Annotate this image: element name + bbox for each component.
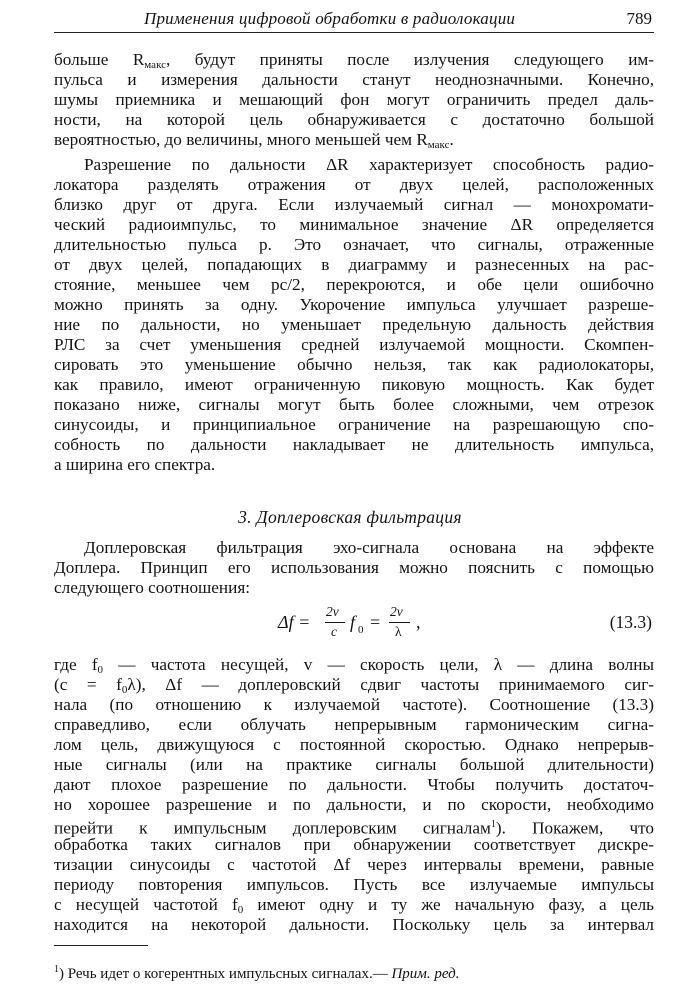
text-line: нала (по отношению к излучаемой частоте). Соотношение (13.3) [54, 695, 654, 714]
text-line: дают плохое разрешение по дальности. Чтобы получить достаточ- [54, 775, 654, 794]
text-line: тизации синусоиды с частотой Δf через интервалы времени, равные [54, 855, 654, 874]
text-line: стояние, меньшее чем pc/2, перекроются, и обе цели ошибочно [54, 275, 654, 294]
text-line: как правило, имеют ограниченную пиковую мощность. Как будет [54, 375, 654, 394]
text-line: ные сигналы (или на практике сигналы большой длительности) [54, 755, 654, 774]
text-line: перейти к импульсным доплеровским сигналам$^1$). Покажем, что [54, 818, 654, 838]
text-line: вероятностью, до величины, много меньшей чем $R_{макс}$. [54, 130, 454, 151]
equation-number: (13.3) [609, 612, 652, 632]
running-header-title: Применения цифровой обработки в радиолокации [144, 9, 516, 28]
text-line: длительностью пульса p. Это означает, что сигналы, отраженные [54, 235, 654, 254]
text-line: следующего соотношения: [54, 578, 250, 597]
text-line: Доплеровская фильтрация эхо-сигнала основана на эффекте [84, 538, 654, 557]
text-line: больше $R_{макс}$, будут приняты после излучения следующего им- [54, 50, 654, 71]
text-line: Доплера. Принцип его использования можно пояснить с помощью [54, 558, 654, 577]
running-header [54, 8, 654, 33]
text-line: но хорошее разрешение и по дальности, и по скорости, необходимо [54, 795, 654, 814]
text-line: собность по дальности накладывает не длительность импульса, [54, 435, 654, 454]
text-line: а ширина его спектра. [54, 455, 216, 474]
text-line: $(c = f_0\lambda)$, Δf — доплеровский сдвиг частоты принимаемого сиг- [54, 675, 654, 696]
text-line: синусоиды, и принципиальное ограничение на разрешающую спо- [54, 415, 654, 434]
text-line: ности, на которой цель обнаруживается с достаточно большой [54, 110, 654, 129]
footnote: $^1$) Речь идет о когерентных импульсных сигналах.— Прим. ред. [54, 964, 460, 982]
text-line: сировать это уменьшение обычно нельзя, так как радиолокаторы, [54, 355, 654, 374]
text-line: показано ниже, сигналы могут быть более сложными, чем отрезок [54, 395, 654, 414]
text-line: шумы приемника и мешающий фон могут ограничить предел даль- [54, 90, 654, 109]
text-line: ние по дальности, но уменьшает предельную дальность действия [54, 315, 654, 334]
footnote-rule [54, 945, 148, 946]
text-line: лом цель, движущуюся с постоянной скоростью. Однако непрерыв- [54, 735, 654, 754]
text-line: справедливо, если облучать непрерывным гармоническим сигна- [54, 715, 654, 734]
text-line: локатора разделять отражения от двух целей, расположенных [54, 175, 654, 194]
page-number: 789 [626, 9, 652, 28]
text-line: ческий радиоимпульс, то минимальное значение ΔR определяется [54, 215, 654, 234]
text-line: пульса и измерения дальности станут неоднозначными. Конечно, [54, 70, 654, 89]
text-line: близко друг от друга. Если излучаемый сигнал — монохромати- [54, 195, 654, 214]
text-line: периоду повторения импульсов. Пусть все излучаемые импульсы [54, 875, 654, 894]
text-line: можно принять за одну. Укорочение импульса улучшает разреше- [54, 295, 654, 314]
book-page: Применения цифровой обработки в радиолокации 789 больше $R_{макс}$, будут приняты после излучения следующего им- пульса и измерения дальности станут неоднозначными. Конечно, шумы приемника и мешающий фон могут ограничить предел даль- ности, на которой цель обнаруживается с достаточно большой вероятностью, до величины, много меньшей чем $R_{макс}$. Разрешение по дальности ΔR характеризует способность радио- локатора разделять отражения от двух целей, расположенных близко друг от друга. Если излучаемый сигнал — монохромати- ческий радиоимпульс, то минимальное значение ΔR определяется длительностью пульса p. Это означает, что сигналы, отраженные от двух целей, попадающих в диаграмму и разнесенных на рас- стояние, меньшее чем pc/2, перекроются, и обе цели ошибочно можно принять за одну. Укорочение импульса улучшает разреше- ние по дальности, но уменьшает предельную дальность действия РЛС за счет уменьшения средней излучаемой мощности. Скомпен- сировать это уменьшение обычно нельзя, так как радиолокаторы, как правило, имеют ограниченную пиковую мощность. Как будет показано ниже, сигналы могут быть более сложными, чем отрезок синусоиды, и принципиальное ограничение на разрешающую спо- собность по дальности накладывает не длительность импульса, а ширина его спектра. 3. Доплеровская фильтрация Доплеровская фильтрация эхо-сигнала основана на эффекте Доплера. Принцип его использования можно пояснить с помощью следующего соотношения: Δf = 2v c f 0 = 2v λ , (13.3) где $f_0$ — частота несущей, v — скорость цели, λ — длина волны $(c = f_0\lambda)$, Δf — доплеровский сдвиг частоты принимаемого сиг- нала (по отношению к излучаемой частоте). Соотношение (13.3) справедливо, если облучать непрерывным гармоническим сигна- лом цель, движущуюся с постоянной скоростью. Однако непрерыв- ные сигналы (или на практике сигналы большой длительности) дают плохое разрешение по дальности. Чтобы получить достаточ- но хорошее разрешение и по дальности, и по скорости, необходимо перейти к импульсным доплеровским сигналам$^1$). Покажем, что обработка таких сигналов при обнаружении соответствует дискре- тизации синусоиды с частотой Δf через интервалы времени, равные периоду повторения импульсов. Пусть все излучаемые импульсы с несущей частотой $f_0$ имеют одну и ту же начальную фазу, а цель находится на некоторой дальности. Поскольку цель за интервал $^1$) Речь идет о когерентных импульсных сигналах.— Прим. ред. [0, 0, 700, 1001]
text-line: Разрешение по дальности ΔR характеризует способность радио- [84, 155, 654, 174]
text-line: находится на некоторой дальности. Поскольку цель за интервал [54, 915, 654, 934]
text-line: РЛС за счет уменьшения средней излучаемой мощности. Скомпен- [54, 335, 654, 354]
text-line: где $f_0$ — частота несущей, v — скорость цели, λ — длина волны [54, 655, 654, 676]
text-line: с несущей частотой $f_0$ имеют одну и ту же начальную фазу, а цель [54, 895, 654, 916]
text-line: обработка таких сигналов при обнаружении соответствует дискре- [54, 835, 654, 854]
text-line: от двух целей, попадающих в диаграмму и разнесенных на рас- [54, 255, 654, 274]
section-heading: 3. Доплеровская фильтрация [238, 507, 462, 527]
